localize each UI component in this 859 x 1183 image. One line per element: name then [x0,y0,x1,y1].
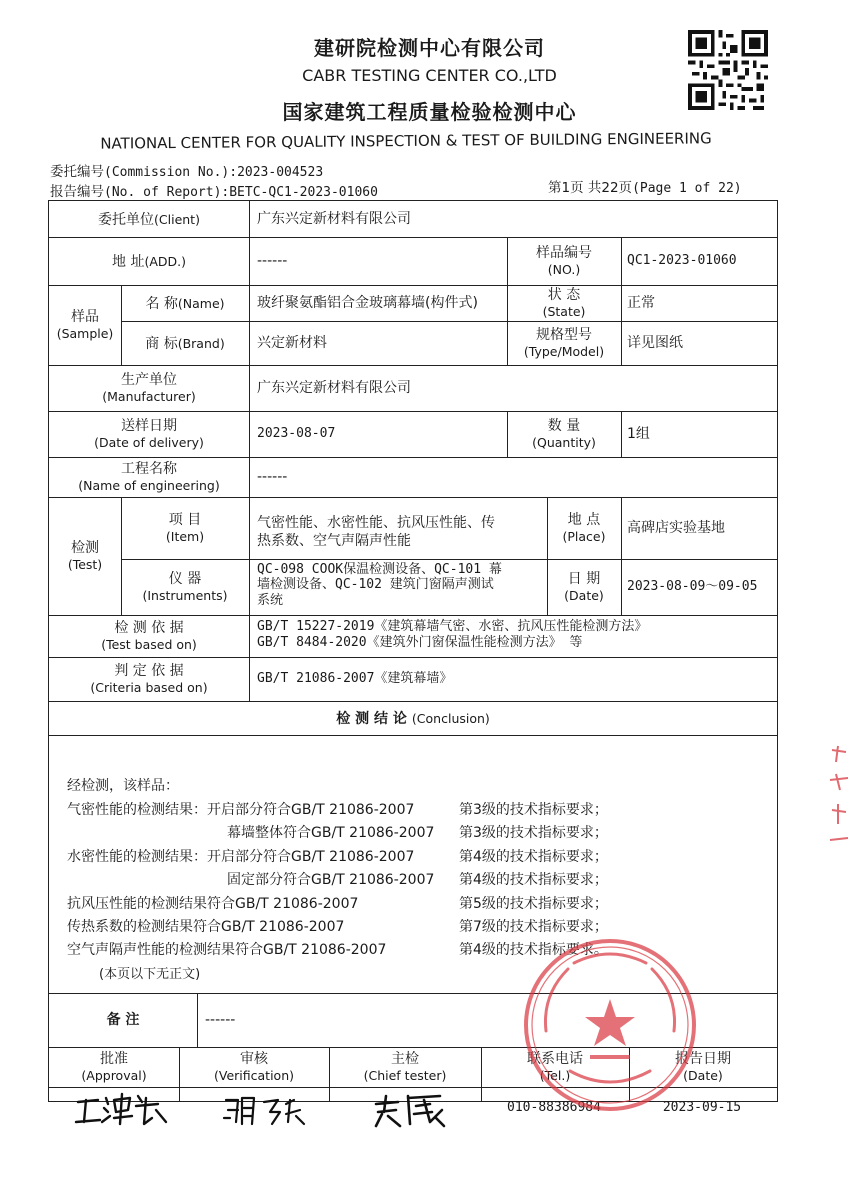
place-value: 高碑店实验基地 [627,519,725,536]
sample-label: 样品 (Sample) [56,309,114,341]
conclusion-line-5-right: 第5级的技术指标要求； [459,896,608,912]
approval-signature [72,1088,172,1132]
item-value: 气密性能、水密性能、抗风压性能、传 热系数、空气声隔声性能 [257,515,495,549]
client-label: 委托单位(Client) [98,212,200,229]
item-label: 项 目 (Item) [165,512,205,544]
brand-value: 兴定新材料 [257,334,327,351]
center-name-en: NATIONAL CENTER FOR QUALITY INSPECTION & TEST OF BUILDING ENGINEERING [100,129,712,153]
qr-code-icon [688,30,768,110]
conclusion-line-4-right: 第4级的技术指标要求； [459,872,608,888]
conclusion-line-7-right: 第4级的技术指标要求。 [459,942,608,958]
instruments-value: QC-098 COOK保温检测设备、QC-101 幕 墙检测设备、QC-102 建筑门窗隔声测试 系统 [257,562,502,608]
address-label: 地 址(ADD.) [112,254,186,271]
remarks-value: ------ [205,1011,236,1028]
state-value: 正常 [627,294,655,311]
conclusion-line-6: 传热系数的检测结果符合GB/T 21086-2007 [67,919,345,935]
report-date-value: 2023-09-15 [662,1100,742,1115]
conclusion-line-1: 气密性能的检测结果：开启部分符合GB/T 21086-2007 [67,802,415,818]
commission-label-en: (Commission No.): [104,165,238,180]
conclusion-line-3: 水密性能的检测结果：开启部分符合GB/T 21086-2007 [67,849,415,865]
conclusion-line-2: 幕墙整体符合GB/T 21086-2007 [227,825,435,841]
verification-signature [220,1088,310,1132]
commission-label: 委托编号 [50,164,104,180]
delivery-value: 2023-08-07 [257,426,336,442]
test-date-label: 日 期 (Date) [564,571,604,603]
conclusion-line-6-right: 第7级的技术指标要求； [459,919,608,935]
test-label: 检测 (Test) [67,540,103,572]
page-info-en: (Page 1 of 22) [632,181,742,196]
remarks-label: 备 注 [106,1011,140,1028]
report-date-label: 报告日期 (Date) [675,1051,731,1083]
conclusion-line-1-right: 第3级的技术指标要求； [459,802,608,818]
manufacturer-label: 生产单位 (Manufacturer) [102,372,196,404]
report-line [50,180,378,200]
criteria-value: GB/T 21086-2007《建筑幕墙》 [257,671,453,687]
conclusion-line-3-right: 第4级的技术指标要求； [459,849,608,865]
name-label: 名 称(Name) [145,296,225,313]
client-value: 广东兴定新材料有限公司 [257,210,411,227]
org-name-en: CABR TESTING CENTER CO.,LTD [302,66,557,85]
sample-no-label: 样品编号 (NO.) [536,245,592,277]
commission-no: 2023-004523 [237,165,324,180]
state-label: 状 态 (State) [542,287,586,319]
instruments-label: 仪 器 (Instruments) [142,571,228,603]
manufacturer-value: 广东兴定新材料有限公司 [257,379,411,396]
conclusion-line-7: 空气声隔声性能的检测结果符合GB/T 21086-2007 [67,942,387,958]
official-seal-icon [520,935,700,1115]
conclusion-line-2-right: 第3级的技术指标要求； [459,825,608,841]
test-basis-value: GB/T 15227-2019《建筑幕墙气密、水密、抗风压性能检测方法》 GB/T 8484-2020《建筑外门窗保温性能检测方法》 等 [257,619,648,651]
test-date-value: 2023-08-09～09-05 [627,579,758,595]
test-basis-label: 检 测 依 据 (Test based on) [101,620,197,652]
center-name-cn: 国家建筑工程质量检验检测中心 [282,100,577,124]
conclusion-intro: 经检测，该样品： [67,778,179,794]
tel-value: 010-88386984 [507,1100,601,1115]
type-model-value: 详见图纸 [627,334,683,351]
page-info [548,176,742,196]
verification-label: 审核 (Verification) [214,1051,294,1083]
sample-no-value: QC1-2023-01060 [627,253,737,269]
chief-tester-label: 主检 (Chief tester) [363,1051,447,1083]
quantity-label: 数 量 (Quantity) [532,418,596,450]
chief-tester-signature [370,1088,450,1132]
tel-label: 联系电话 (Tel.) [527,1051,583,1083]
engineering-label: 工程名称 (Name of engineering) [78,461,220,493]
brand-label: 商 标(Brand) [145,336,225,353]
criteria-label: 判 定 依 据 (Criteria based on) [90,663,208,695]
side-seal-mark-icon [824,740,854,860]
quantity-value: 1组 [627,425,650,442]
name-value: 玻纤聚氨酯铝合金玻璃幕墙(构件式) [257,294,478,311]
report-label-en: (No. of Report): [104,185,230,200]
conclusion-title: 检 测 结 论 (Conclusion) [336,711,490,728]
address-value: ------ [257,252,288,269]
type-model-label: 规格型号 (Type/Model) [523,327,605,359]
report-no: BETC-QC1-2023-01060 [229,185,378,200]
approval-label: 批准 (Approval) [81,1051,147,1083]
org-name-cn: 建研院检测中心有限公司 [314,36,545,60]
conclusion-line-5: 抗风压性能的检测结果符合GB/T 21086-2007 [67,896,359,912]
page-info-cn: 第1页 共22页 [548,180,633,196]
conclusion-footnote: (本页以下无正文) [99,967,201,982]
conclusion-line-4: 固定部分符合GB/T 21086-2007 [227,872,435,888]
place-label: 地 点 (Place) [562,512,606,544]
engineering-value: ------ [257,468,288,485]
commission-line [50,160,323,180]
delivery-label: 送样日期 (Date of delivery) [94,418,204,450]
report-label: 报告编号 [50,184,104,200]
